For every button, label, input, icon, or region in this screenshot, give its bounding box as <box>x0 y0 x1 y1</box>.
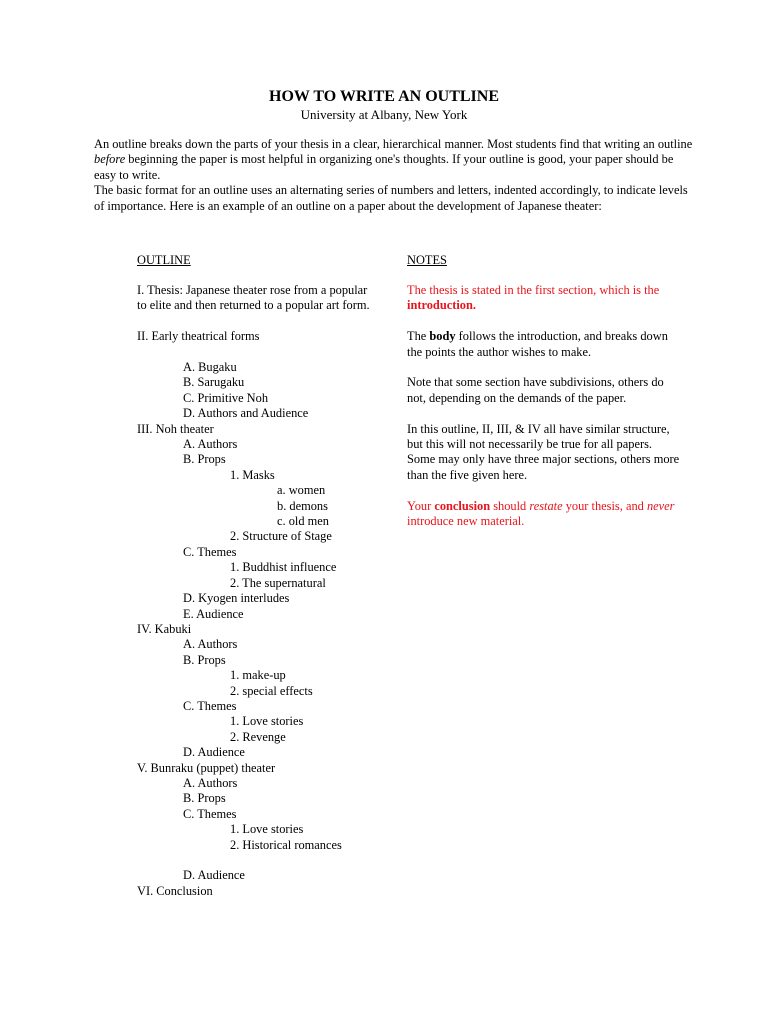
outline-item: 2. Historical romances <box>230 837 342 852</box>
outline-item: A. Authors <box>183 775 238 790</box>
note-2-pre: The <box>407 329 430 344</box>
outline-item: 2. The supernatural <box>230 575 326 590</box>
outline-thesis: I. Thesis: Japanese theater rose from a popular to elite and then returned to a popular art form. <box>137 283 370 313</box>
intro-paragraph-1 <box>94 137 694 183</box>
note-2-post: follows the introduction, and breaks down the points the author wishes to make. <box>407 329 668 359</box>
notes-column <box>407 283 682 545</box>
note-1-bold: introduction. <box>407 298 476 313</box>
note-1-text: The thesis is stated in the first section, which is the <box>407 283 660 297</box>
outline-item: D. Audience <box>183 868 245 883</box>
outline-item: 1. Love stories <box>230 822 304 837</box>
note-5-b: conclusion <box>434 498 491 513</box>
intro-text <box>94 137 694 214</box>
outline-item: D. Kyogen interludes <box>183 591 290 606</box>
outline-item: V. Bunraku (puppet) theater <box>137 760 276 775</box>
intro-p1-before: An outline breaks down the parts of your thesis in a clear, hierarchical manner. Most students find that writing an outline <box>94 137 693 151</box>
outline-item: 2. Structure of Stage <box>230 529 332 544</box>
note-5-d: restate <box>529 498 563 513</box>
outline-item: 2. special effects <box>230 683 313 698</box>
outline-item: B. Props <box>183 652 226 667</box>
outline-item: 1. Love stories <box>230 714 304 729</box>
page-title: HOW TO WRITE AN OUTLINE <box>269 88 499 105</box>
outline-spacer <box>137 853 377 868</box>
outline-item: D. Authors and Audience <box>183 406 309 421</box>
outline-item: B. Sarugaku <box>183 375 245 390</box>
outline-heading: OUTLINE <box>137 253 191 267</box>
outline-item: IV. Kabuki <box>137 621 192 636</box>
outline-spacer <box>137 345 377 360</box>
outline-item: E. Audience <box>183 606 244 621</box>
intro-paragraph-2: The basic format for an outline uses an alternating series of numbers and letters, indented accordingly, to indicate levels of importance. Here is an example of an outline on a paper about the development of Japanese theater: <box>94 183 688 213</box>
outline-item: a. women <box>277 483 326 498</box>
outline-item: c. old men <box>277 514 329 529</box>
intro-p1-after: beginning the paper is most helpful in organizing one's thoughts. If your outline is good, your paper should be easy to write. <box>94 152 674 182</box>
outline-item: b. demons <box>277 498 328 513</box>
outline-item: 1. Masks <box>230 467 275 482</box>
outline-item: D. Audience <box>183 745 245 760</box>
outline-item: C. Primitive Noh <box>183 390 269 405</box>
outline-item: 1. make-up <box>230 668 286 683</box>
note-thesis <box>407 283 682 314</box>
outline-item: II. Early theatrical forms <box>137 329 260 344</box>
note-body <box>407 329 682 360</box>
outline-spacer <box>137 314 377 329</box>
outline-item: C. Themes <box>183 698 237 713</box>
note-5-e: your thesis, and <box>562 498 647 513</box>
outline-item: A. Bugaku <box>183 360 237 374</box>
outline-item: C. Themes <box>183 544 237 559</box>
note-subdivisions: Note that some section have subdivisions, others do not, depending on the demands of the paper. <box>407 375 664 405</box>
outline-item: III. Noh theater <box>137 421 214 436</box>
outline-item: A. Authors <box>183 437 238 452</box>
intro-p1-emphasis: before <box>94 152 126 167</box>
note-5-f: never <box>646 498 675 513</box>
notes-heading: NOTES <box>407 253 447 267</box>
outline-item: B. Props <box>183 791 226 806</box>
note-structure: In this outline, II, III, & IV all have similar structure, but this will not necessarily be true for all papers. Some may only have three major sections, others more than the five given here. <box>407 421 680 482</box>
outline-item: A. Authors <box>183 637 238 652</box>
outline-item: C. Themes <box>183 806 237 821</box>
outline-list <box>137 283 377 899</box>
outline-item: VI. Conclusion <box>137 883 213 898</box>
outline-item: B. Props <box>183 452 226 467</box>
note-5-a: Your <box>407 498 435 513</box>
note-conclusion <box>407 499 682 530</box>
outline-item: 1. Buddhist influence <box>230 560 337 575</box>
note-2-bold: body <box>429 329 456 344</box>
outline-item: 2. Revenge <box>230 729 286 744</box>
note-5-g: introduce new material. <box>407 514 525 529</box>
note-5-c: should <box>490 498 530 513</box>
page-subtitle: University at Albany, New York <box>300 107 468 122</box>
